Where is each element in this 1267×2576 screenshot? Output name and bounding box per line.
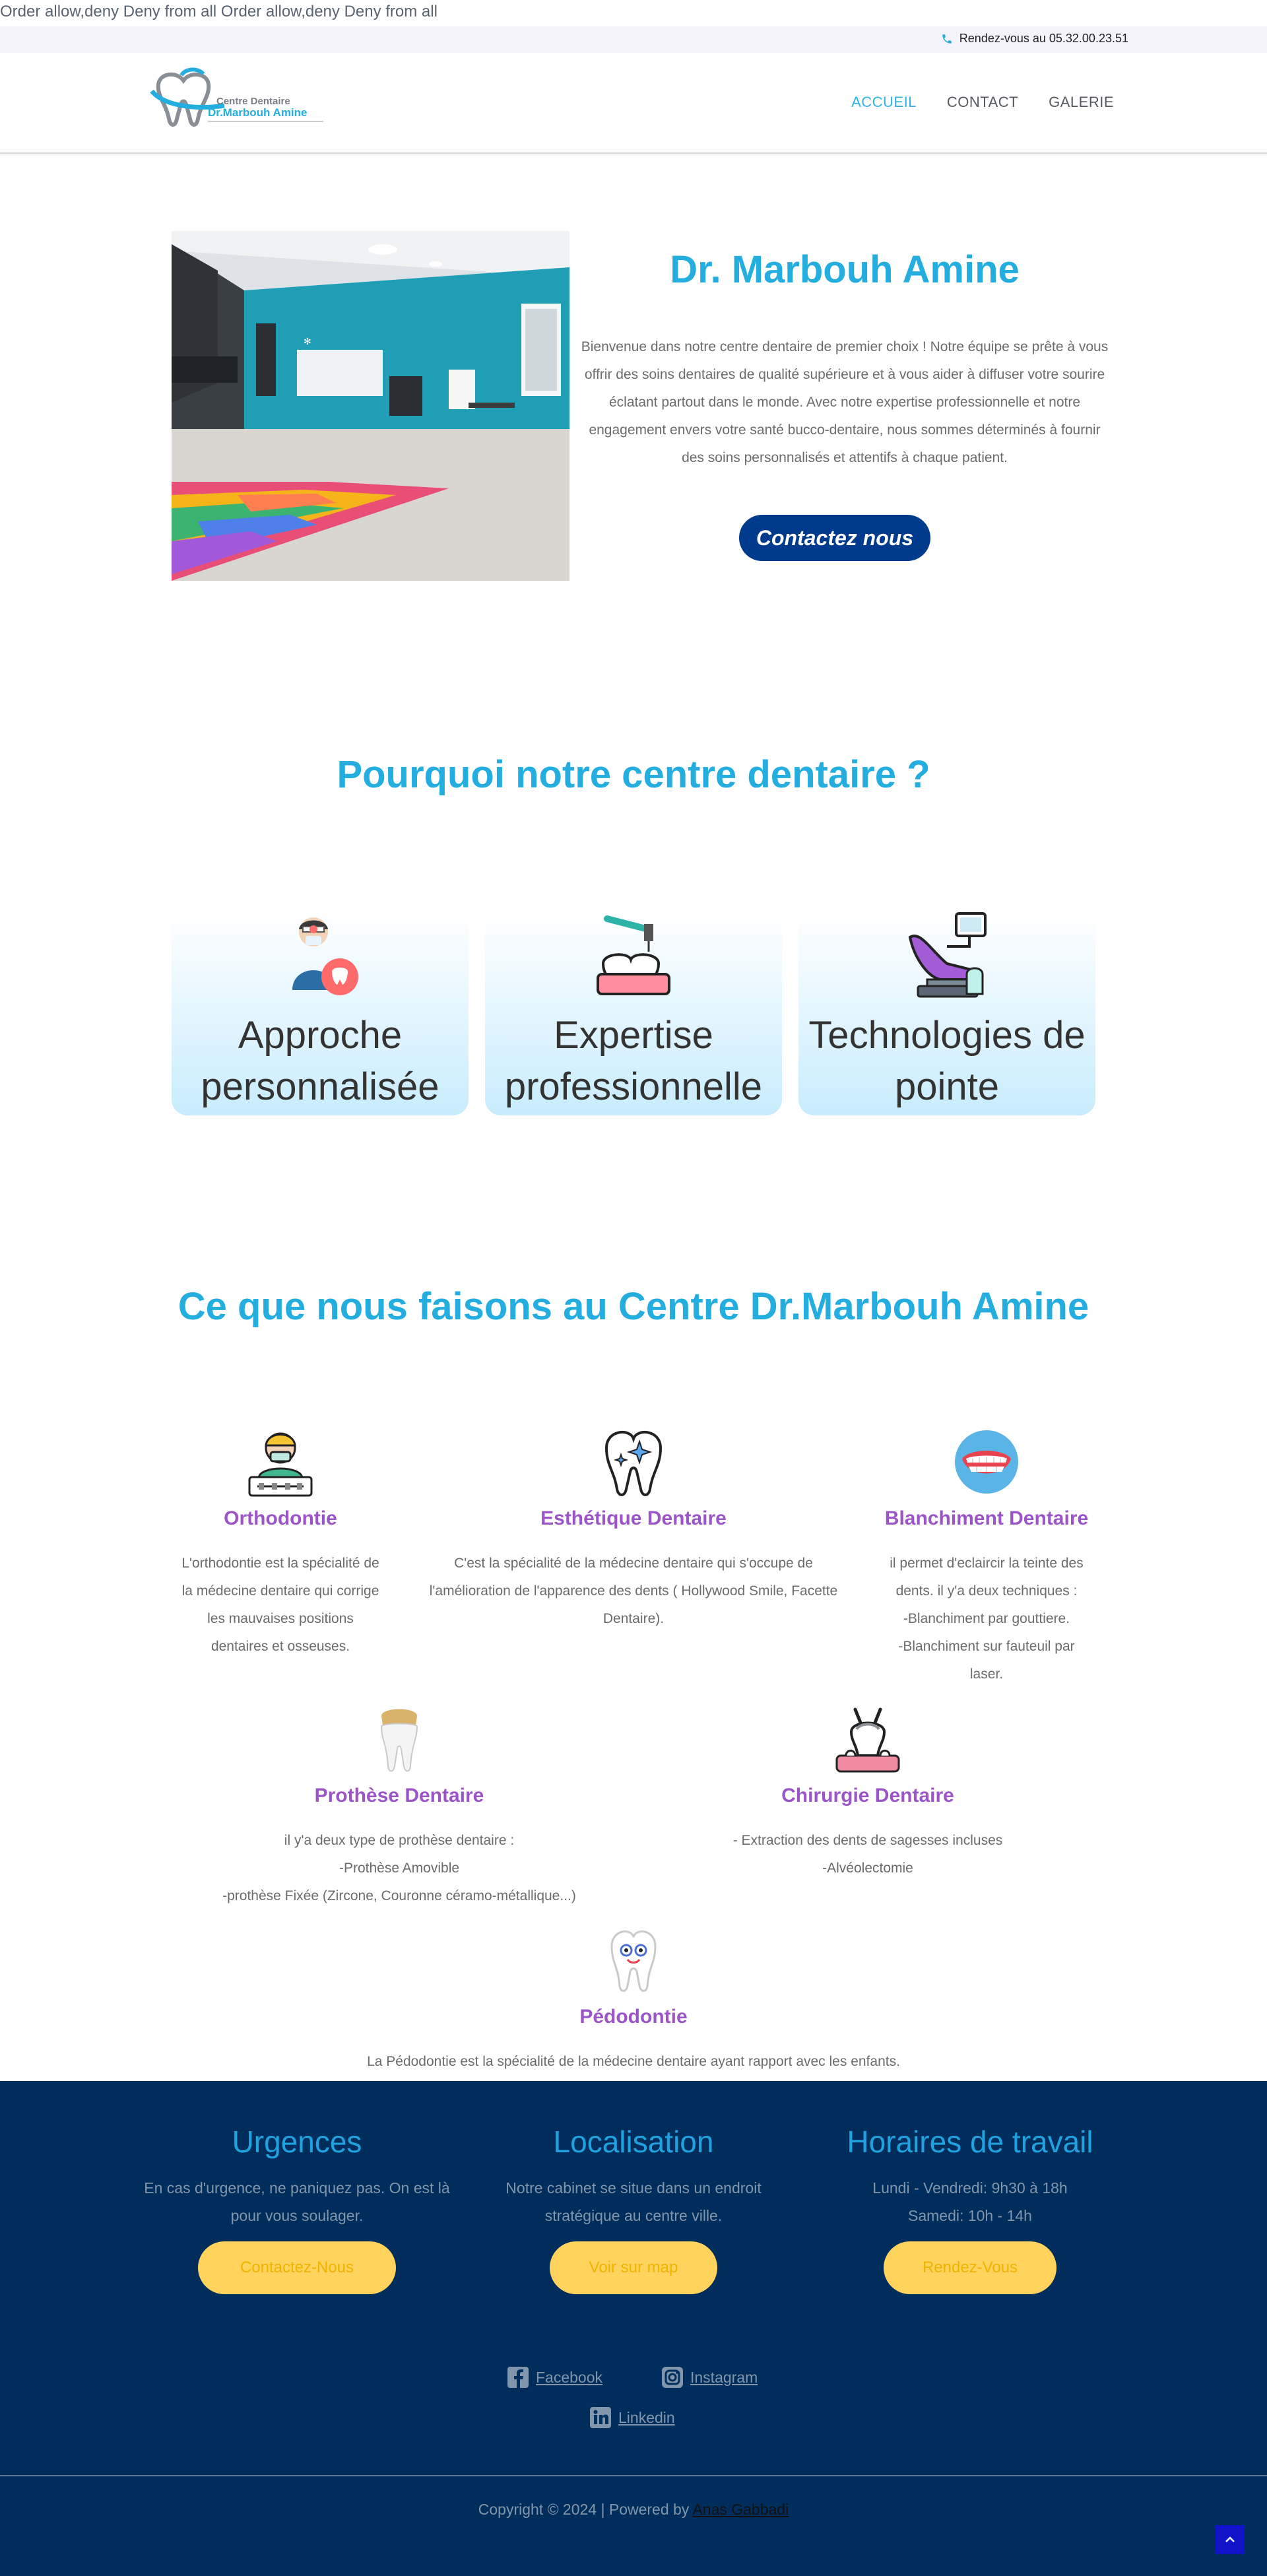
copyright-text: Copyright © 2024 | Powered by: [478, 2501, 690, 2518]
feature-card-technologies: [798, 911, 1095, 1115]
facebook-link[interactable]: [507, 2366, 602, 2389]
author-link[interactable]: Anas Gabbadi: [692, 2501, 789, 2518]
child-tooth-icon: [597, 1924, 670, 1997]
dental-chair-icon: [901, 911, 993, 1003]
social-label: Instagram: [690, 2368, 758, 2386]
tooth-extraction-icon: [831, 1703, 904, 1775]
feature-card-expertise: [485, 911, 782, 1115]
service-title: Pédodontie: [579, 2006, 688, 2028]
site-logo[interactable]: [145, 66, 343, 139]
logo-line-1: Centre Dentaire: [216, 96, 290, 107]
contact-us-button[interactable]: Contactez nous: [739, 515, 930, 561]
feature-card-approche: [172, 911, 469, 1115]
service-title: Chirurgie Dentaire: [781, 1785, 954, 1806]
nav-contact[interactable]: CONTACT: [946, 94, 1019, 110]
service-description: La Pédodontie est la spécialité de la médecine dentaire ayant rapport avec les enfants.: [367, 2054, 900, 2069]
service-title: Esthétique Dentaire: [540, 1507, 727, 1529]
footer-col-text: En cas d'urgence, ne paniquez pas. On est là pour vous soulager.: [144, 2179, 450, 2224]
instagram-link[interactable]: [661, 2366, 758, 2389]
appointment-phone-text: Rendez-vous au 05.32.00.23.51: [959, 32, 1128, 45]
footer-col-text: Lundi - Vendredi: 9h30 à 18h Samedi: 10h - 14h: [872, 2179, 1068, 2224]
footer-col-localisation: [469, 2124, 798, 2294]
feature-label: Technologies de pointe: [808, 1014, 1086, 1108]
footer-col-text: Notre cabinet se situe dans un endroit stratégique au centre ville.: [505, 2179, 762, 2224]
feature-label: Approche personnalisée: [201, 1014, 439, 1108]
service-title: Orthodontie: [224, 1507, 337, 1529]
services-title: Ce que nous faisons au Centre Dr.Marbouh Amine: [178, 1285, 1089, 1328]
service-chirurgie: [660, 1703, 1076, 1882]
chevron-up-icon: [1223, 2533, 1237, 2546]
top-bar: [0, 26, 1267, 53]
clinic-waiting-room-image: [172, 231, 569, 581]
dental-crown-icon: [363, 1703, 436, 1775]
social-label: Facebook: [536, 2368, 603, 2386]
footer-col-horaires: [805, 2124, 1135, 2294]
contactez-nous-button[interactable]: Contactez-Nous: [198, 2241, 396, 2294]
instagram-icon: [661, 2366, 684, 2389]
logo-line-2: Dr.Marbouh Amine: [208, 106, 308, 119]
scroll-to-top-button[interactable]: [1216, 2525, 1245, 2554]
appointment-phone[interactable]: [941, 32, 1128, 46]
footer-col-title: Urgences: [232, 2125, 362, 2159]
nav-accueil[interactable]: ACCUEIL: [851, 94, 917, 110]
dental-drill-icon: [587, 911, 680, 1003]
dentist-icon: [274, 911, 366, 1003]
phone-icon: [941, 33, 953, 45]
footer-divider: [0, 2475, 1267, 2476]
facebook-icon: [507, 2366, 529, 2389]
main-nav: [851, 94, 1114, 111]
linkedin-icon: [589, 2406, 612, 2429]
why-title: Pourquoi notre centre dentaire ?: [337, 753, 930, 796]
smile-teeth-icon: [950, 1426, 1023, 1498]
voir-sur-map-button[interactable]: Voir sur map: [550, 2241, 717, 2294]
hero-text: Bienvenue dans notre centre dentaire de premier choix ! Notre équipe se prête à vous offrir des soins dentaires de qualité supérieure et à vous aider à diffuser votre sourire éclatant partout dans le monde. Avec notre expertise professionnelle et notre engagement envers votre santé bucco-dentaire, nous sommes déterminés à fournir des soins personnalisés et attentifs à chaque patient.: [581, 339, 1109, 465]
service-esthetique: [396, 1426, 871, 1633]
service-description: il y'a deux type de prothèse dentaire : -Prothèse Amovible -prothèse Fixée (Zircone, Couronne céramo-métallique...): [222, 1833, 576, 1903]
service-blanchiment: [851, 1426, 1122, 1688]
service-description: C'est la spécialité de la médecine dentaire qui s'occupe de l'amélioration de l'apparence des dents ( Hollywood Smile, Facette Dentaire).: [429, 1556, 838, 1626]
sparkling-tooth-icon: [597, 1426, 670, 1498]
orthodontist-icon: [244, 1426, 317, 1498]
social-label: Linkedin: [618, 2408, 675, 2426]
rendez-vous-button[interactable]: Rendez-Vous: [884, 2241, 1056, 2294]
site-header: [0, 53, 1267, 154]
feature-label: Expertise professionnelle: [504, 1014, 763, 1108]
linkedin-link[interactable]: [589, 2406, 675, 2429]
copyright: [0, 2501, 1267, 2519]
service-prothese: [185, 1703, 614, 1910]
raw-text-line: Order allow,deny Deny from all Order allow,deny Deny from all: [0, 3, 438, 20]
site-footer: [0, 2081, 1267, 2576]
service-pedodontie: [238, 1924, 1029, 2076]
footer-col-urgences: [132, 2124, 462, 2294]
nav-galerie[interactable]: GALERIE: [1049, 94, 1114, 110]
footer-col-title: Horaires de travail: [847, 2125, 1093, 2159]
footer-col-title: Localisation: [553, 2125, 714, 2159]
service-description: - Extraction des dents de sagesses incluses -Alvéolectomie: [732, 1833, 1003, 1876]
service-description: il permet d'eclaircir la teinte des dents. il y'a deux techniques : -Blanchiment par gouttiere. -Blanchiment sur fauteuil par laser.: [890, 1556, 1084, 1682]
svg-text:✻: ✻: [304, 336, 311, 347]
service-title: Blanchiment Dentaire: [884, 1507, 1089, 1529]
hero-title: Dr. Marbouh Amine: [670, 248, 1020, 291]
service-orthodontie: [148, 1426, 412, 1661]
service-title: Prothèse Dentaire: [314, 1785, 484, 1806]
service-description: L'orthodontie est la spécialité de la médecine dentaire qui corrige les mauvaises positions dentaires et osseuses.: [181, 1556, 379, 1654]
